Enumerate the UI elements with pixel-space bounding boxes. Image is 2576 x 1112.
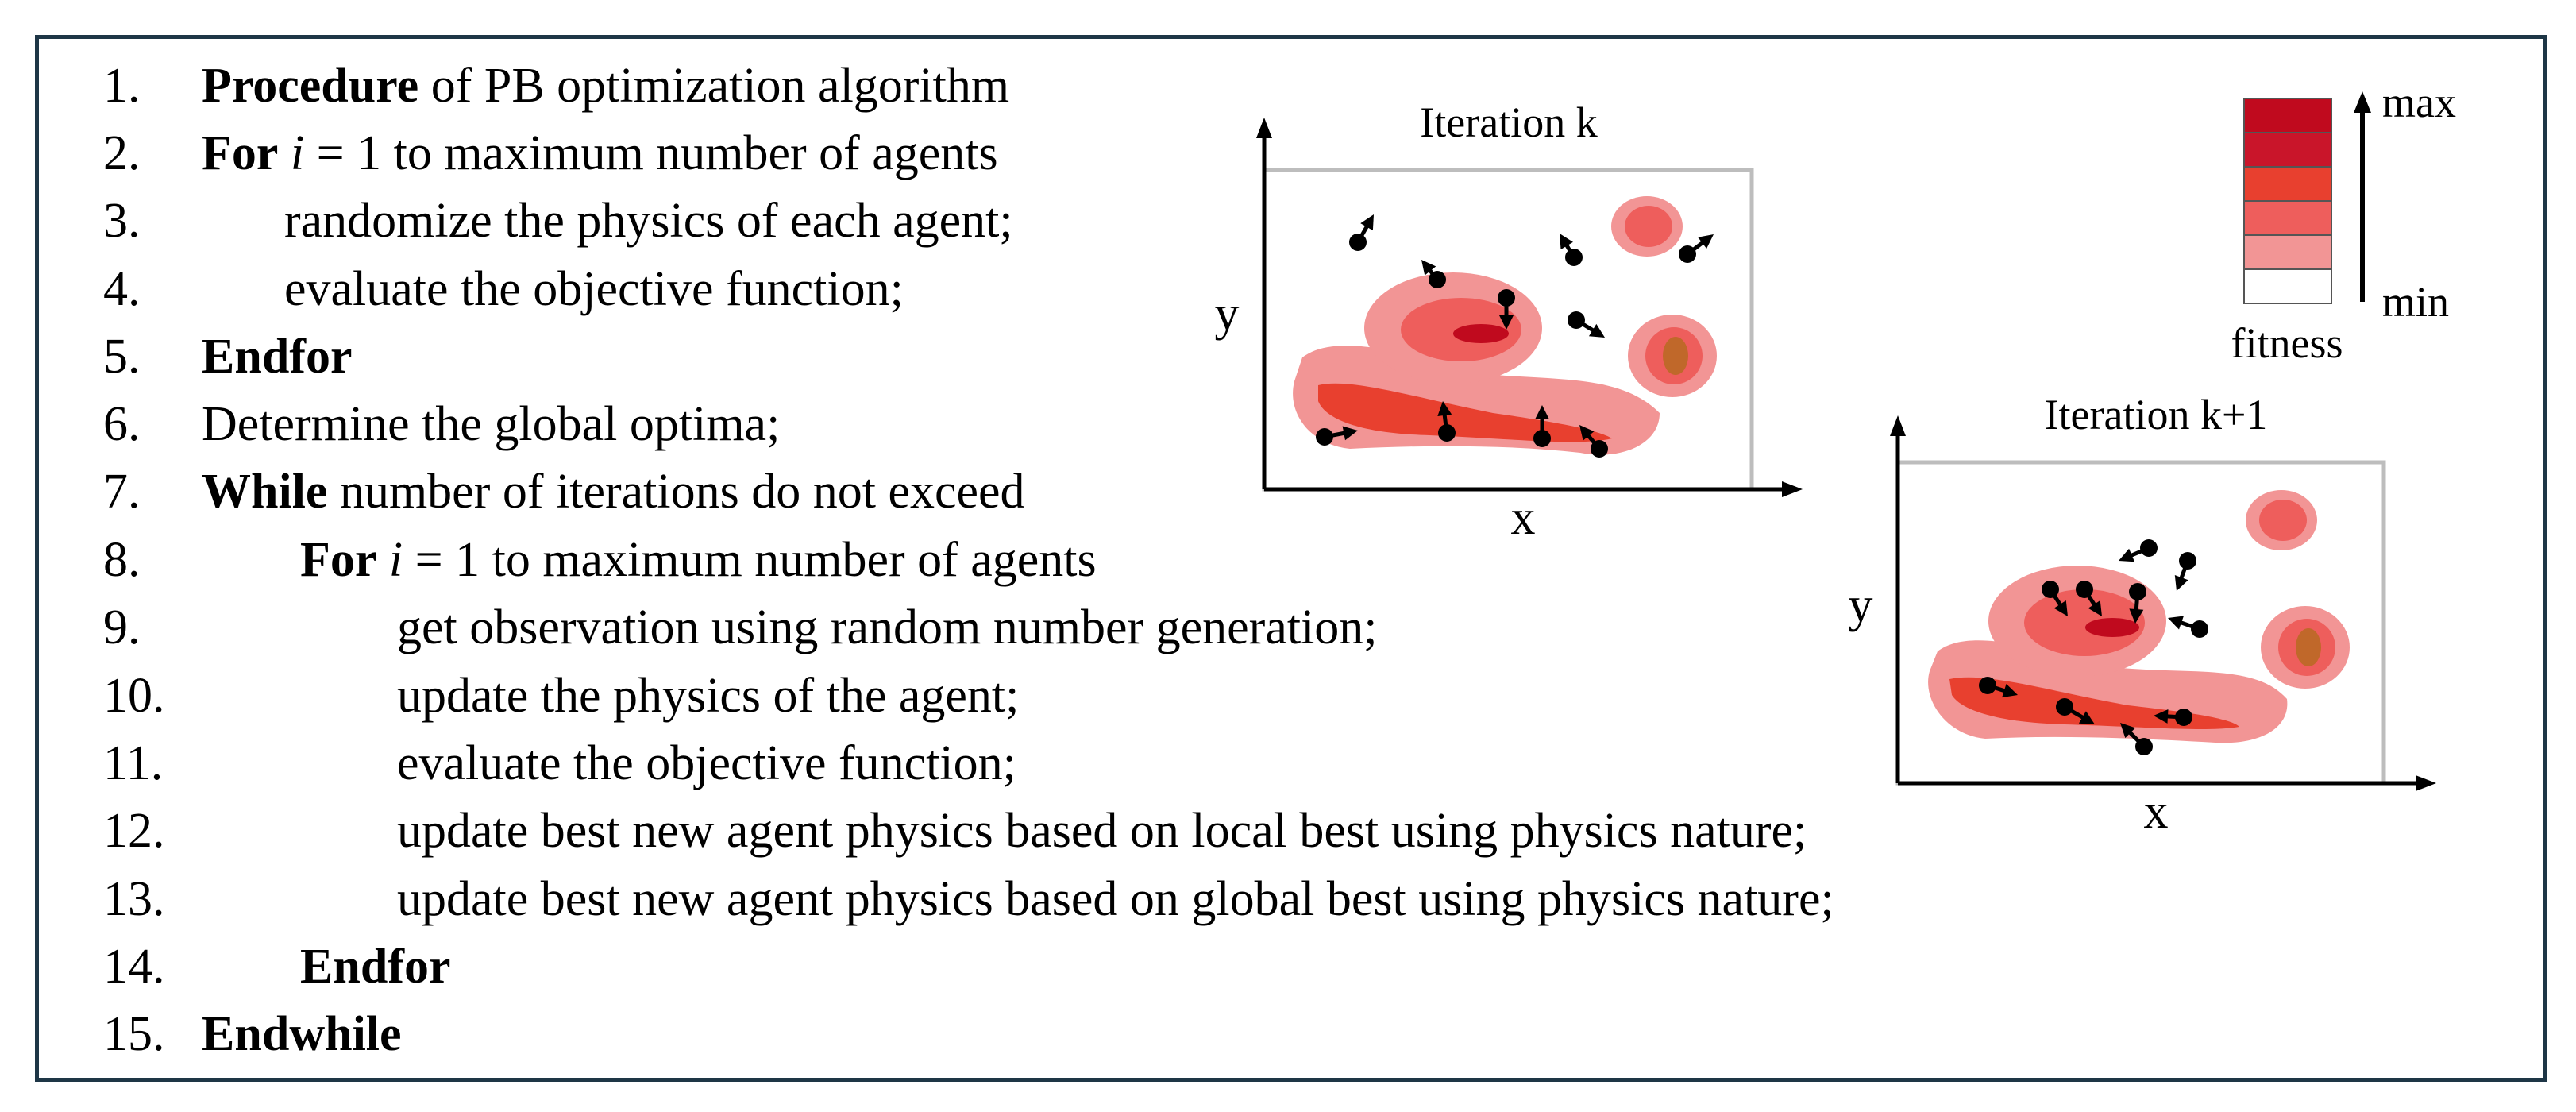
line-number: 5. <box>103 330 141 384</box>
plot-k-ylabel: y <box>1214 287 1240 341</box>
statement-text: update best new agent physics based on global best using physics nature; <box>397 872 1834 926</box>
plot-k1-xlabel: x <box>2143 785 2169 839</box>
statement-text: number of iterations do not exceed <box>327 465 1025 519</box>
legend-caption: fitness <box>2231 319 2343 367</box>
variable: i <box>290 126 305 180</box>
plot-k-title: Iteration k <box>1420 98 1598 146</box>
keyword: Endfor <box>202 330 353 384</box>
legend-swatch <box>2244 167 2331 201</box>
line-number: 14. <box>103 940 165 994</box>
plot-k-xlabel: x <box>1510 491 1536 545</box>
statement-text: evaluate the objective function; <box>397 736 1016 790</box>
legend-swatch <box>2244 235 2331 269</box>
legend-color-scale <box>2244 98 2331 303</box>
legend-max-label: max <box>2382 79 2456 126</box>
plot-k1-title: Iteration k+1 <box>2044 391 2268 438</box>
legend-arrow-head <box>2354 91 2371 113</box>
statement-text: = 1 to maximum number of agents <box>403 533 1097 587</box>
legend-swatch <box>2244 201 2331 235</box>
line-number: 4. <box>103 262 141 316</box>
keyword: While <box>202 465 328 519</box>
line-number: 3. <box>103 194 141 248</box>
legend-min-label: min <box>2382 278 2450 326</box>
variable: i <box>388 533 403 587</box>
statement-text: evaluate the objective function; <box>284 262 904 316</box>
line-number: 13. <box>103 872 165 926</box>
keyword: Endfor <box>300 940 451 994</box>
statement-text: update the physics of the agent; <box>397 669 1020 723</box>
legend-swatch <box>2244 133 2331 167</box>
statement-text: Determine the global optima; <box>202 397 781 451</box>
keyword: For <box>202 126 279 180</box>
statement-text: of PB optimization algorithm <box>418 59 1010 113</box>
plot-k1-ylabel: y <box>1848 578 1873 632</box>
legend-swatch <box>2244 269 2331 303</box>
line-number: 15. <box>103 1007 165 1061</box>
line-number: 7. <box>103 465 141 519</box>
statement-text: randomize the physics of each agent; <box>284 194 1013 248</box>
line-number: 6. <box>103 397 141 451</box>
line-number: 1. <box>103 59 141 113</box>
statement-text: = 1 to maximum number of agents <box>304 126 998 180</box>
statement-text: update best new agent physics based on local best using physics nature; <box>397 804 1807 858</box>
line-number: 8. <box>103 533 141 587</box>
line-number: 12. <box>103 804 165 858</box>
keyword: Procedure <box>202 59 419 113</box>
line-number: 10. <box>103 669 165 723</box>
keyword: For <box>300 533 377 587</box>
keyword: Endwhile <box>202 1007 402 1061</box>
statement-text: get observation using random number generation; <box>397 600 1378 654</box>
line-number: 2. <box>103 126 141 180</box>
line-number: 11. <box>103 736 164 790</box>
legend-swatch <box>2244 98 2331 133</box>
line-number: 9. <box>103 600 141 654</box>
